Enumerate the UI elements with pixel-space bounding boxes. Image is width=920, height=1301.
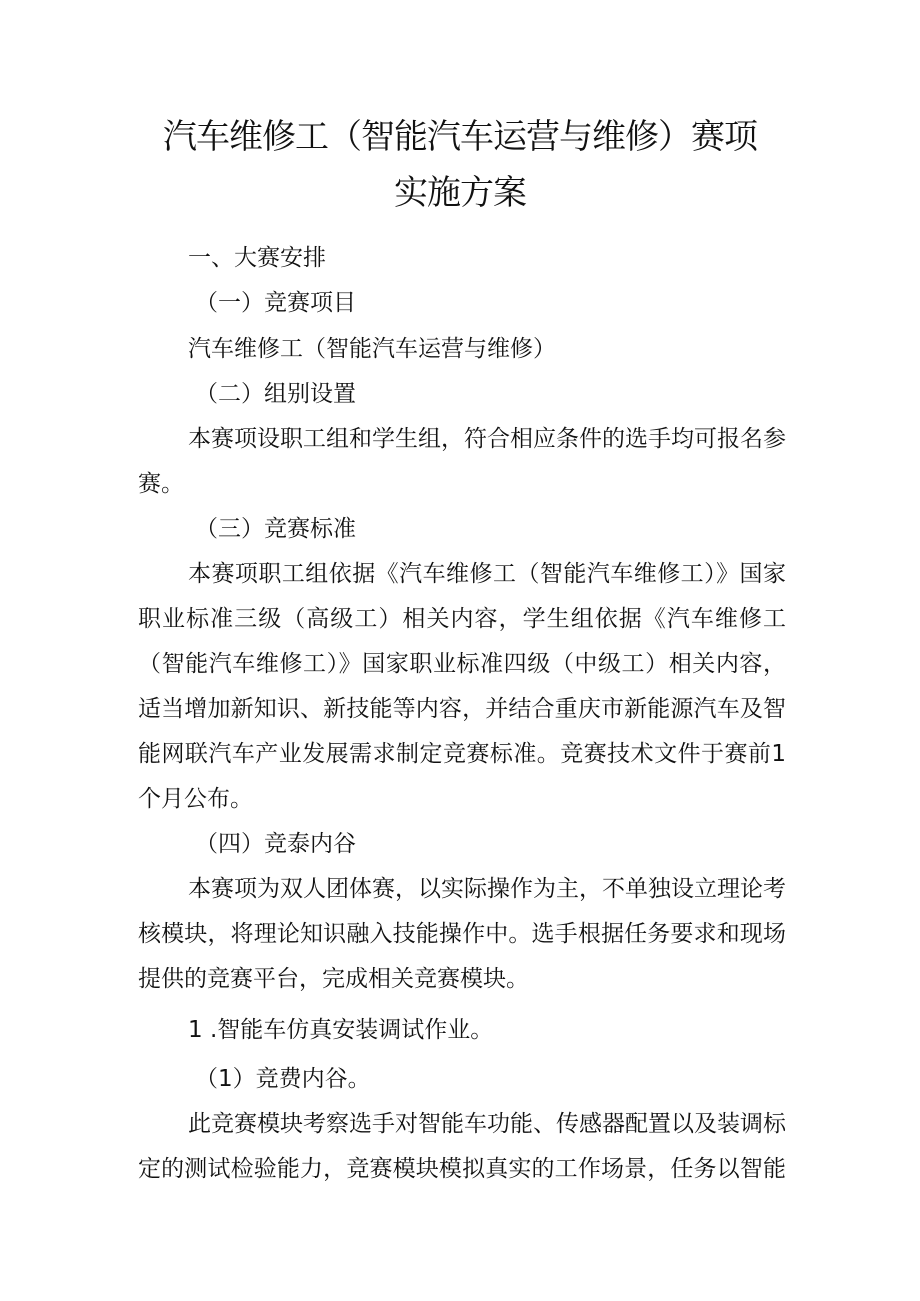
subsection-heading-4: （四）竞泰内谷 bbox=[195, 831, 356, 857]
sub-item-1: （1）竞费内谷。 bbox=[195, 1066, 371, 1092]
paragraph-line: 个月公布。 bbox=[138, 786, 253, 812]
section-heading-1: 一、大赛安排 bbox=[188, 245, 326, 271]
paragraph-line: 定的测试检验能力，竞赛模块模拟真实的工作场景，任务以智能 bbox=[138, 1156, 786, 1182]
subsection-heading-3: （三）竞赛标准 bbox=[195, 516, 356, 542]
paragraph-line: 本赛项职工组依据《汽车维修工（智能汽车维修工）》国家 bbox=[188, 561, 786, 587]
numbered-item-1: 1 .智能车仿真安装调试作业。 bbox=[188, 1017, 494, 1043]
paragraph-line: 职业标准三级（高级工）相关内容，学生组依据《汽车维修工 bbox=[138, 606, 786, 632]
subsection-heading-2: （二）组别设置 bbox=[195, 381, 356, 407]
document-title-line-1: 汽车维修工（智能汽车运营与维修）赛项 bbox=[163, 117, 757, 157]
subsection-heading-1: （一）竞赛项目 bbox=[195, 290, 356, 316]
paragraph-line: 本赛项设职工组和学生组，符合相应条件的选手均可报名参 bbox=[188, 426, 786, 452]
document-title-line-2: 实施方案 bbox=[394, 173, 526, 213]
paragraph-line: 汽车维修工（智能汽车运营与维修） bbox=[188, 336, 556, 362]
paragraph-line: 适当增加新知识、新技能等内容，并结合重庆市新能源汽车及智 bbox=[138, 696, 786, 722]
paragraph-line: 赛。 bbox=[138, 471, 184, 497]
paragraph-line: （智能汽车维修工）》国家职业标准四级（中级工）相关内容， bbox=[138, 651, 786, 677]
paragraph-line: 提供的竞赛平台，完成相关竞赛模块。 bbox=[138, 966, 529, 992]
paragraph-line: 本赛项为双人团体赛，以实际操作为主，不单独设立理论考 bbox=[188, 876, 786, 902]
paragraph-line: 此竞赛模块考察选手对智能车功能、传感器配置以及装调标 bbox=[188, 1111, 786, 1137]
paragraph-line: 能网联汽车产业发展需求制定竞赛标准。竞赛技术文件于赛前1 bbox=[138, 741, 786, 767]
paragraph-line: 核模块，将理论知识融入技能操作中。选手根据任务要求和现场 bbox=[138, 921, 786, 947]
